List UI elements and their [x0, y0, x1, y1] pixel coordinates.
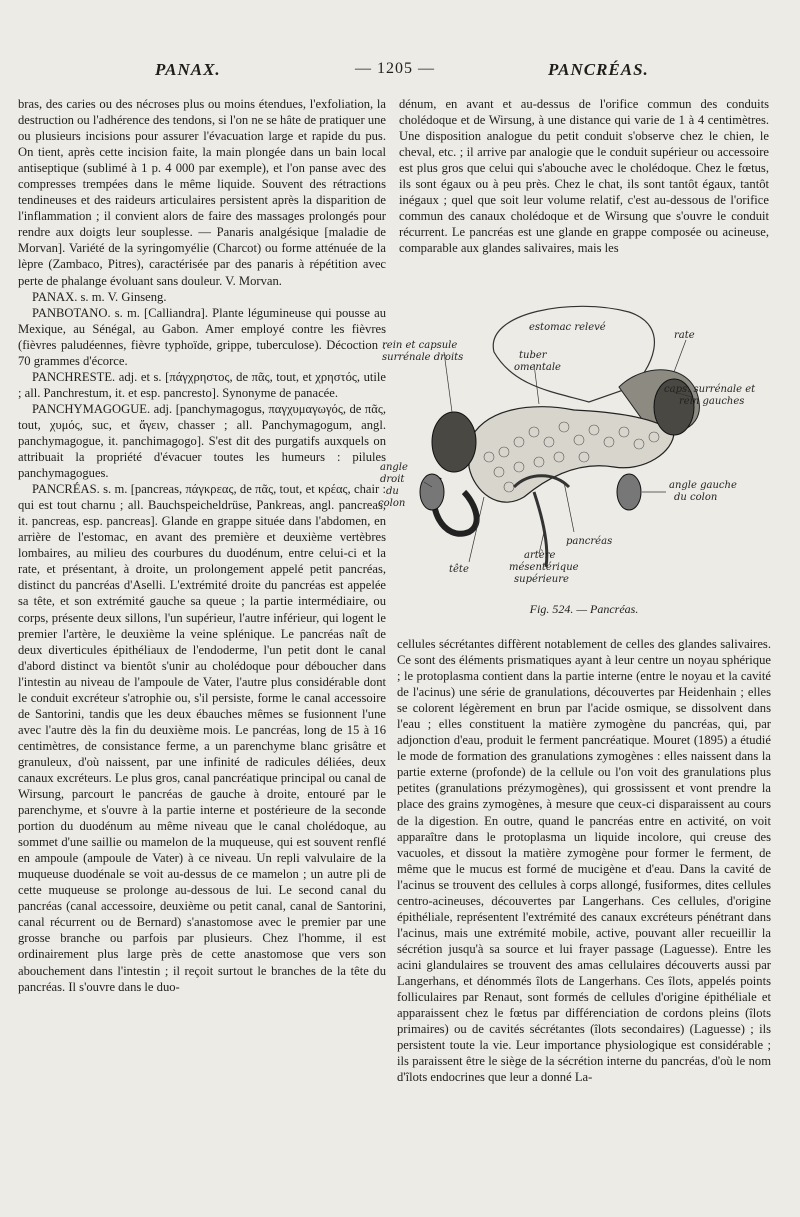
label-tuber-2: omentale	[514, 362, 561, 373]
figure-caption: Fig. 524. — Pancréas.	[529, 602, 639, 616]
label-estomac: estomac relevé	[529, 322, 606, 333]
label-rate: rate	[674, 330, 695, 341]
header-right-title: PANCRÉAS.	[548, 60, 649, 79]
label-tuber-1: tuber	[519, 350, 547, 361]
entry-panax: PANAX. s. m. V. Ginseng.	[32, 289, 167, 304]
label-tete: tête	[449, 564, 469, 575]
label-caps-gauche-1: caps. surrénale et	[664, 384, 756, 395]
right-colon-shape	[420, 474, 444, 510]
left-column	[18, 96, 386, 1201]
left-colon-shape	[617, 474, 641, 510]
paragraph-panaris-cont: bras, des caries ou des nécroses plus ou moins étendues, l'exfoliation, la destruction ou l'adhérence des tendons, si l'on ne se hâte de pratiquer une ou plusieurs incisions pour assurer l'évacuation large et rapide du pus. On tient, après cette incision faite, la main plongée dans un bain local antiseptique (sublimé à 1 p. 4 000 par exemple), et l'on panse avec des compresses trempées dans le même liquide. Souvent des rétractions tendineuses et des raideurs articulaires persistent après la disparition de l'inflammation ; il convient alors de faire des massages prolongés pour rendre aux doigts leur souplesse. — Panaris analgésique [maladie de Morvan]. Variété de la syringomyélie (Charcot) ou forme atténuée de la lèpre (Zambaco, Pitres), caractérisée par des panaris à répétition avec perte de phalange évoluant sans douleur. V. Morvan.	[18, 97, 386, 288]
right-kidney-shape	[432, 412, 476, 472]
entry-panchymagogue: PANCHYMAGOGUE. adj. [panchymagogus, παγχυμαγωγός, de πᾶς, tout, χυμός, suc, et ἄγειν, chasser ; all. Panchymagogum, angl. panchymagogue, it. panchimagogo]. S'est dit des purgatifs auxquels on attribuait la propriété d'évacuer toutes les humeurs : pilules panchymagogues.	[18, 401, 386, 481]
label-angle-droit-2: droit	[380, 474, 405, 485]
label-angle-gauche-2: du colon	[674, 492, 718, 503]
right-column-bottom	[397, 636, 771, 1204]
label-artere-2: mésentérique	[509, 562, 579, 573]
figure-pancreas	[374, 292, 794, 632]
paragraph-cellules: cellules sécrétantes diffèrent notablement de celles des glandes salivaires. Ce sont des éléments prismatiques ayant à leur centre un noyau sphérique ; le protoplasma contient dans la partie interne (entre le noyau et la cavité de l'acinus) une série de granulations, découvertes par Heidenhain ; elles se colorent légèrement en brun par l'acide osmique, se dissolvent dans l'eau ; elles constituent la matière zymogène du pancréas, qui, par adjonction d'eau, produit le ferment pancréatique. Mouret (1895) a étudié le mode de formation des granulations zymogènes : elles naissent dans la partie externe (profonde) de la cellule ou l'on voit des granulations plus petites (granulations prézymogènes), qui grossissent et vont prendre la place des grains zymogènes, à mesure que ceux-ci disparaissent au cours de la digestion. En outre, quand le pancréas entre en activité, on voit apparaître dans le protoplasma un liquide incolore, qui creuse des vacuoles, et dissout la matière zymogène pour former le ferment, de même que le mucus est formé de mucigène et d'eau. Dans la cavité de l'acinus se trouvent des cellules à corps allongé, fusiformes, dites cellules centro-acineuses, découvertes par Langerhans. Ces cellules, d'origine épithéliale, représentent l'extrémité des canaux excréteurs pénétrant dans l'acinus, mais une extrémité mobile, active, pouvant aller recueillir la sécrétion jusqu'à sa source et lui frayer passage (Laguesse). Entre les acini glandulaires se trouvent des amas cellulaires découverts aussi par Langerhans, et dénommés îlots de Langerhans. Ces îlots, appelés points folliculaires par Renaut, sont formés de cellules d'origine épithéliale et apparaissent chez le fœtus par différenciation de cordons pleins (îlots primaires) ou de cavités sécrétantes (îlots secondaires) (Laguesse) ; ils persistent toute la vie. Leur importance physiologique est considérable ; ils paraissent être le siège de la sécrétion interne du pancréas, d'où le nom d'îlots endocrines que leur a donné La-	[397, 637, 771, 1085]
label-pancreas: pancréas	[566, 536, 613, 547]
entry-panbotano: PANBOTANO. s. m. [Calliandra]. Plante légumineuse qui pousse au Mexique, au Sénégal, au Gabon. Amer employé contre les fièvres (fièvres paludéennes, fièvre typhoïde, grippe, tuberculose). Décoction : 70 grammes d'écorce.	[18, 305, 386, 368]
header-left-title: PANAX.	[155, 60, 221, 79]
label-rein-droit-1: rein et capsule	[382, 340, 458, 351]
page-number: — 1205 —	[355, 60, 435, 77]
label-rein-droit-2: surrénale droits	[382, 352, 464, 363]
right-column-top	[399, 96, 769, 288]
label-angle-droit-4: colon	[378, 498, 406, 509]
entry-pancreas: PANCRÉAS. s. m. [pancreas, πάγκρεας, de πᾶς, tout, et κρέας, chair : qui est tout charnu ; all. Bauchspeicheldrüse, Pankreas, angl. pancreas, it. pancreas, esp. pancreas]. Glande en grappe située dans l'abdomen, en arrière de l'estomac, en avant des première et deuxième vertèbres lombaires, au milieu des courbures du duodénum, entre celui-ci et la rate, et présentant, à droite, un prolongement appelé petit pancréas, distinct du pancréas d'Aselli. L'extrémité droite du pancréas est appelée sa tête, et son extrémité gauche sa queue ; la partie intermédiaire, ou corps, présente deux sillons, l'un supérieur, l'autre inférieur, qui logent le premier l'artère, le deuxième la veine splénique. Le pancréas naît de deux diverticules épithéliaux de l'endoderme, l'un petit dont le canal d'abord distinct va bientôt s'unir au cholédoque pour déboucher dans l'intestin au niveau de l'ampoule de Vater, l'autre plus considérable dont le conduit excréteur s'atrophie ou, s'il persiste, forme le canal accessoire de Santorini, tandis que les deux ébauches mêmes se fusionnent l'une avec l'autre dès la fin du deuxième mois. Le pancréas, long de 15 à 16 centimètres, de consistance ferme, a un parenchyme blanc grisâtre et granuleux, d'où naissent, par une infinité de radicules déliées, deux canaux excréteurs. Le plus gros, canal pancréatique principal ou canal de Wirsung, parcourt le pancréas de gauche à droite, entouré par le parenchyme, et s'ouvre à la partie interne et postérieure de la seconde portion du duodénum au même niveau que le canal cholédoque, au sommet d'une saillie ou mamelon de la muqueuse, qui est souvent renflé en ampoule (ampoule de Vater) à ce niveau. Un repli valvulaire de la muqueuse duodénale se voit au-dessus de ce mamelon ; un autre pli de cette muqueuse se prolonge au-dessous de lui. Le second canal du pancréas (canal accessoire, deuxième ou petit canal, canal de Santorini, canal récurrent ou de Bernard) s'anastomose avec le premier par une grosse branche ou parfois par plusieurs. Chez l'homme, il est ordinairement plus large près de cette anastomose que vers son abouchement dans l'intestin ; il reçoit surtout le branches de la tête du pancréas. Il s'ouvre dans le duo-	[18, 482, 386, 994]
entry-panchreste: PANCHRESTE. adj. et s. [πάγχρηστος, de πᾶς, tout, et χρηστός, utile ; all. Panchrestum, it. et esp. pancresto]. Synonyme de panacée.	[18, 369, 386, 400]
label-angle-gauche-1: angle gauche	[669, 480, 737, 491]
paragraph-pancreas-cont: dénum, en avant et au-dessus de l'orifice commun des conduits cholédoque et de Wirsung, à une distance qui varie de 1 à 4 centimètres. Une disposition analogue du petit conduit s'observe chez le chien, le cheval, etc. ; il arrive par analogie que le conduit supérieur ou accessoire est plus gros que celui qui s'abouche avec le cholédoque. Chez le fœtus, ils sont égaux ou à peu près. Chez le chat, ils sont tantôt égaux, tantôt inégaux ; quel que soit leur volume relatif, c'est au-dessous de l'orifice commun des canaux cholédoque et de Wirsung que s'ouvre le conduit récurrent. Le pancréas est une glande en grappe composée ou acineuse, comparable aux glandes salivaires, mais les	[399, 97, 769, 256]
label-angle-droit-1: angle	[380, 462, 408, 473]
page-header	[0, 60, 800, 84]
label-artere-3: supérieure	[514, 574, 569, 585]
label-artere-1: artère	[524, 550, 556, 561]
label-angle-droit-3: du	[386, 486, 399, 497]
label-caps-gauche-2: rein gauches	[679, 396, 745, 407]
pancreas-illustration	[374, 292, 794, 602]
